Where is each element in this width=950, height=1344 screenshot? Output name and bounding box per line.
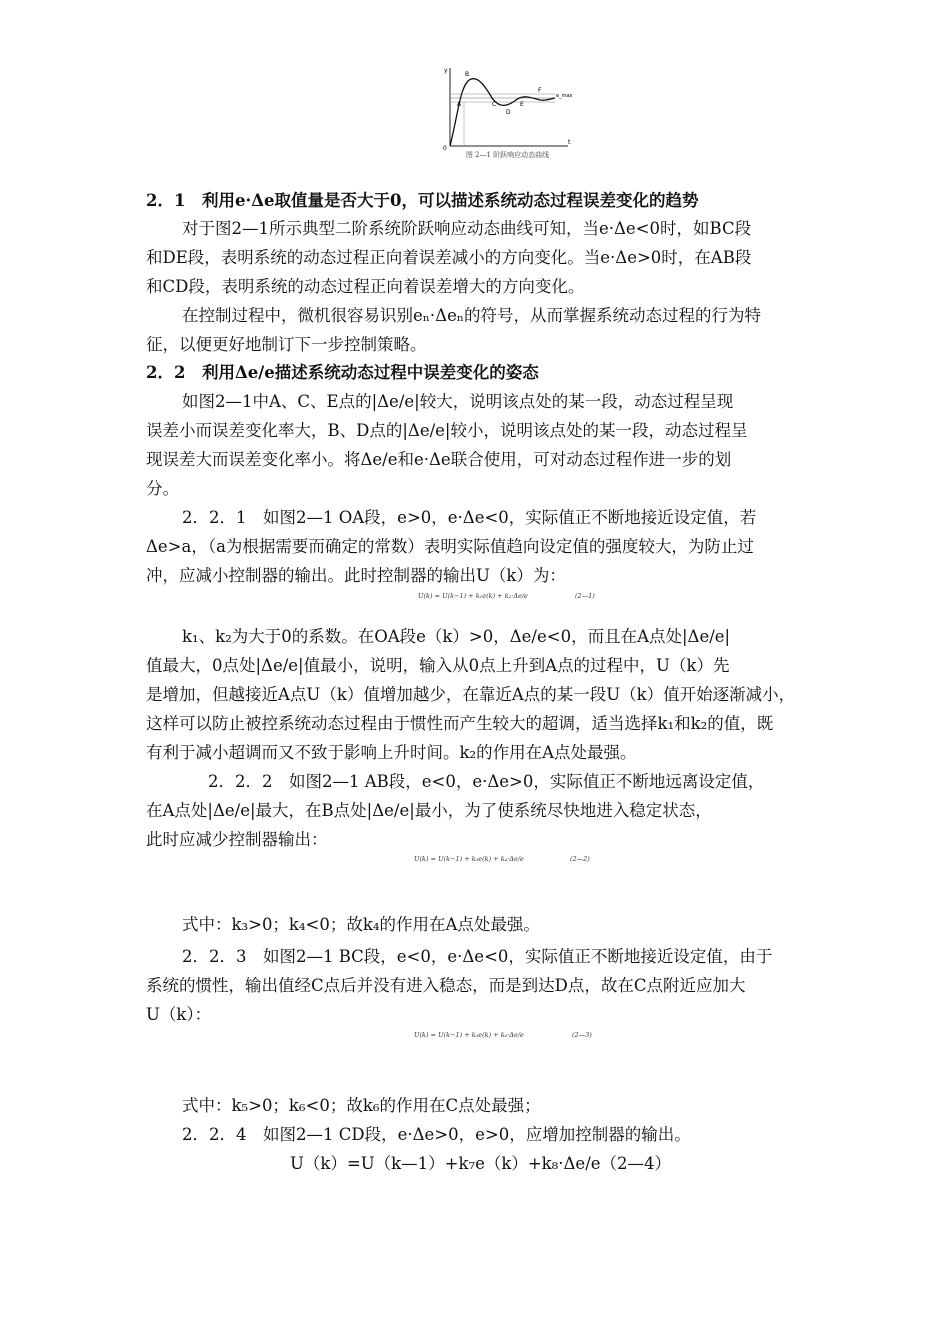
para-line: 现误差大而误差变化率小。将Δe/e和e·Δe联合使用，可对动态过程作进一步的划 xyxy=(146,450,732,469)
point-f: F xyxy=(538,87,542,94)
para-line: 是增加，但越接近A点U（k）值增加越少，在靠近A点的某一段U（k）值开始逐渐减小， xyxy=(146,685,796,704)
point-a: A xyxy=(457,101,462,108)
para-line: 征，以便更好地制订下一步控制策略。 xyxy=(146,335,427,354)
y-axis-label: y xyxy=(444,67,448,74)
heading-2-2: 2．2 利用Δe/e描述系统动态过程中误差变化的姿态 xyxy=(146,363,539,382)
para-line: 和CD段，表明系统的动态过程正向着误差增大的方向变化。 xyxy=(146,277,585,296)
equation-number: (2—2) xyxy=(570,855,590,863)
point-b: B xyxy=(465,71,470,78)
point-e: E xyxy=(520,101,524,108)
para-line: 有利于减小超调而又不致于影响上升时间。k₂的作用在A点处最强。 xyxy=(146,743,637,762)
point-d: D xyxy=(506,109,511,116)
para-line: k₁、k₂为大于0的系数。在OA段e（k）>0，Δe/e<0，而且在A点处|Δe/e| xyxy=(182,627,731,646)
para-line: 2．2．3 如图2—1 BC段，e<0，e·Δe<0，实际值正不断地接近设定值，由于 xyxy=(182,947,773,966)
origin-label: 0 xyxy=(443,145,447,152)
para-line: 对于图2—1所示典型二阶系统阶跃响应动态曲线可知，当e·Δe<0时，如BC段 xyxy=(182,219,752,238)
para-line: 2．2．4 如图2—1 CD段，e·Δe>0，e>0，应增加控制器的输出。 xyxy=(182,1125,691,1144)
equation-2-1: U(k) = U(k−1) + k₁e(k) + k₂·Δe/e xyxy=(418,592,528,600)
heading-2-1: 2．1 利用e·Δe取值量是否大于0，可以描述系统动态过程误差变化的趋势 xyxy=(146,191,699,210)
para-line: 这样可以防止被控系统动态过程由于惯性而产生较大的超调，适当选择k₁和k₂的值，既 xyxy=(146,714,774,733)
equation-number: (2—1) xyxy=(575,592,595,600)
para-line: 在控制过程中，微机很容易识别eₙ·Δeₙ的符号，从而掌握系统动态过程的行为特 xyxy=(182,306,761,325)
step-response-figure xyxy=(440,64,575,164)
para-line: 值最大，0点处|Δe/e|值最小，说明，输入从0点上升到A点的过程中，U（k）先 xyxy=(146,656,730,675)
figure-caption: 图 2—1 阶跃响应动态曲线 xyxy=(465,151,550,159)
para-line: U（k）： xyxy=(146,1005,212,1024)
band-label: e_max xyxy=(556,93,573,99)
para-line: 在A点处|Δe/e|最大，在B点处|Δe/e|最小，为了使系统尽快地进入稳定状态， xyxy=(146,801,712,820)
para-line: 2．2．2 如图2—1 AB段，e<0，e·Δe>0，实际值正不断地远离设定值， xyxy=(208,772,765,791)
para-line: Δe>a，（a为根据需要而确定的常数）表明实际值趋向设定值的强度较大，为防止过 xyxy=(146,537,754,556)
equation-2-3: U(k) = U(k−1) + k₅e(k) + k₆·Δe/e xyxy=(414,1031,524,1039)
para-line: 式中：k₃>0；k₄<0；故k₄的作用在A点处最强。 xyxy=(182,915,540,934)
para-line: 2．2．1 如图2—1 OA段，e>0，e·Δe<0，实际值正不断地接近设定值，若 xyxy=(182,508,757,527)
para-line: 式中：k₅>0；k₆<0；故k₆的作用在C点处最强； xyxy=(182,1096,541,1115)
equation-2-2: U(k) = U(k−1) + k₃e(k) + k₄·Δe/e xyxy=(414,855,524,863)
para-line: 和DE段，表明系统的动态过程正向着误差减小的方向变化。当e·Δe>0时，在AB段 xyxy=(146,248,752,267)
para-line: 此时应减少控制器输出： xyxy=(146,830,328,849)
point-c: C xyxy=(492,101,497,108)
para-line: 系统的惯性，输出值经C点后并没有进入稳态，而是到达D点，故在C点附近应加大 xyxy=(146,976,746,995)
para-line: 分。 xyxy=(146,479,179,498)
para-line: 误差小而误差变化率大，B、D点的|Δe/e|较小，说明该点处的某一段，动态过程呈 xyxy=(146,421,748,440)
x-axis-label: t xyxy=(568,139,571,146)
para-line: 如图2—1中A、C、E点的|Δe/e|较大，说明该点处的某一段，动态过程呈现 xyxy=(182,392,734,411)
step-response-curve xyxy=(440,64,575,154)
para-line: 冲，应减小控制器的输出。此时控制器的输出U（k）为： xyxy=(146,566,566,585)
equation-2-4: U（k）=U（k—1）+k₇e（k）+k₈·Δe/e（2—4） xyxy=(290,1154,672,1173)
equation-number: (2—3) xyxy=(572,1031,592,1039)
